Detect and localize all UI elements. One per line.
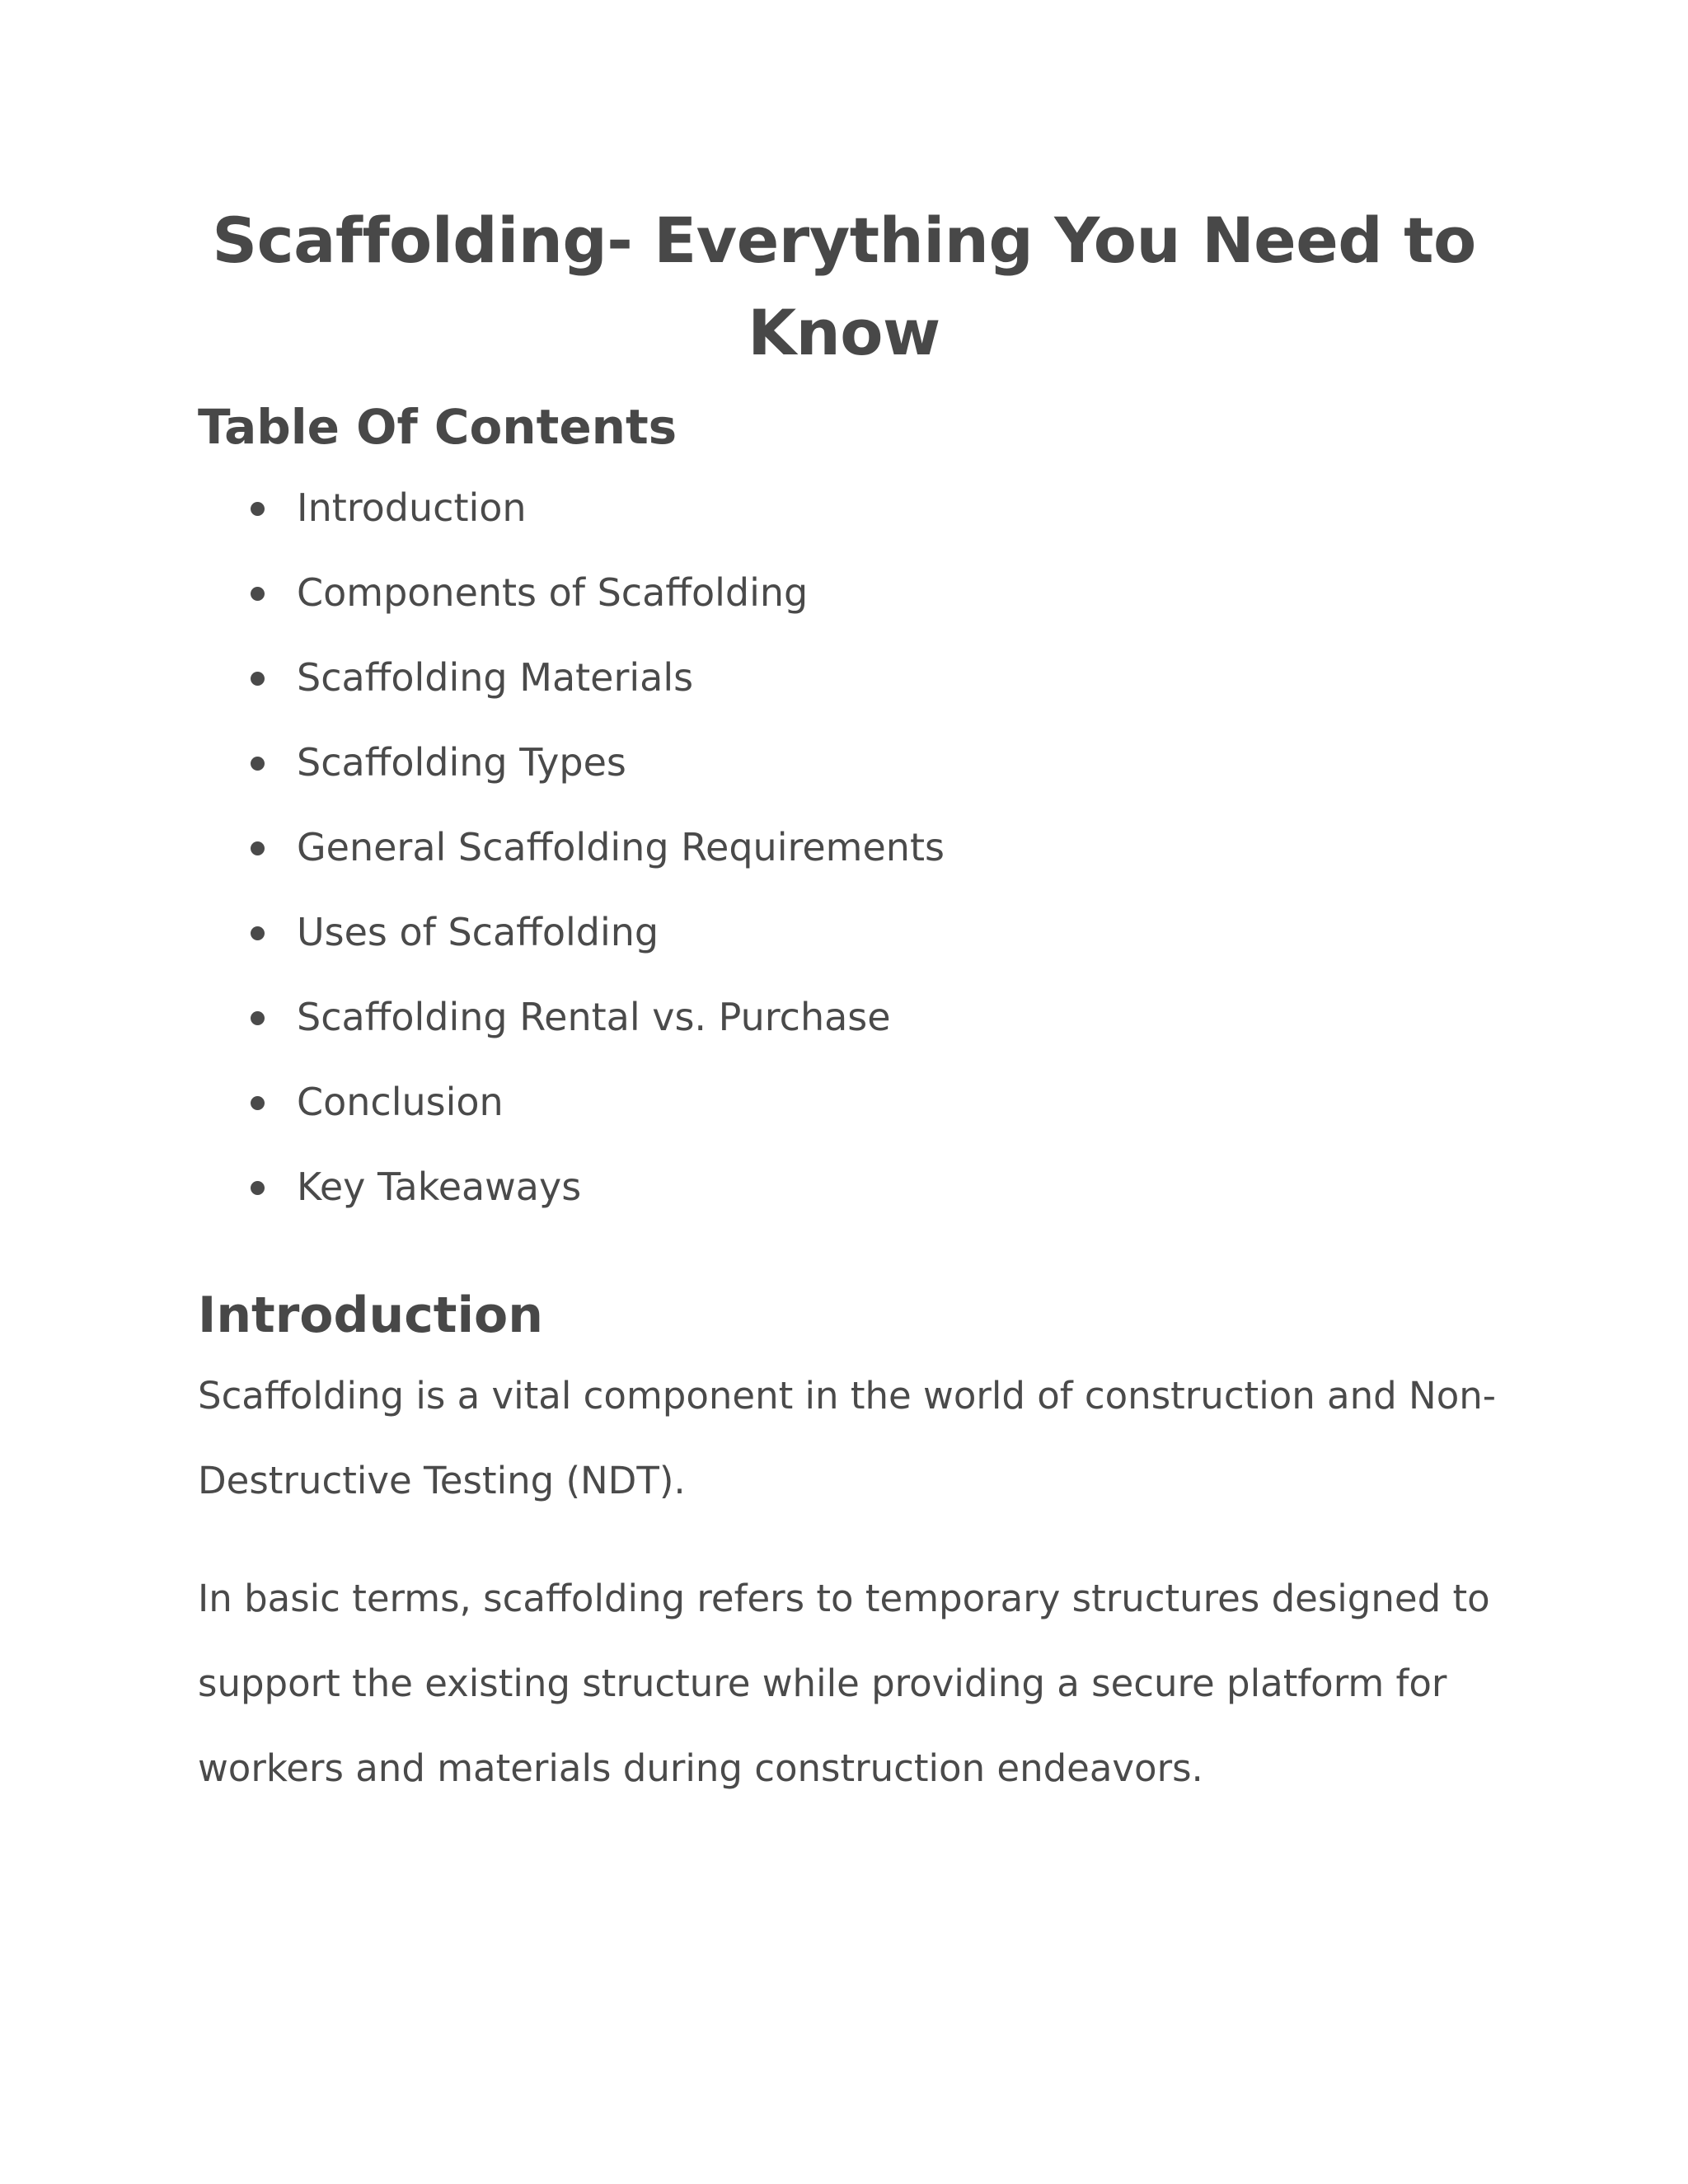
bullet-icon <box>251 1096 265 1110</box>
introduction-paragraph: In basic terms, scaffolding refers to temporary structures designed to support the existing structure while providing a secure platform for workers and materials during construction endeavors. <box>198 1577 1490 1790</box>
bullet-icon <box>251 1181 265 1195</box>
toc-item-label: Scaffolding Types <box>297 740 626 785</box>
bullet-icon <box>251 757 265 771</box>
bullet-icon <box>251 841 265 855</box>
toc-item-label: Scaffolding Materials <box>297 655 694 700</box>
toc-item-label: Scaffolding Rental vs. Purchase <box>297 995 891 1039</box>
bullet-icon <box>251 926 265 940</box>
bullet-icon <box>251 672 265 686</box>
toc-item-label: Components of Scaffolding <box>297 570 809 615</box>
toc-item-label: Conclusion <box>297 1080 504 1124</box>
toc-item-label: Introduction <box>297 485 527 530</box>
bullet-icon <box>251 1011 265 1025</box>
toc-item-label: Uses of Scaffolding <box>297 910 659 954</box>
bullet-icon <box>251 587 265 601</box>
document-title: Scaffolding- Everything You Need to Know <box>212 204 1476 369</box>
introduction-heading: Introduction <box>198 1286 543 1344</box>
toc-item-label: General Scaffolding Requirements <box>297 825 945 869</box>
toc-heading: Table Of Contents <box>198 399 678 455</box>
introduction-paragraph: Scaffolding is a vital component in the world of construction and Non-Destructive Testing (NDT). <box>198 1374 1496 1502</box>
bullet-icon <box>251 502 265 516</box>
toc-item-label: Key Takeaways <box>297 1165 582 1209</box>
